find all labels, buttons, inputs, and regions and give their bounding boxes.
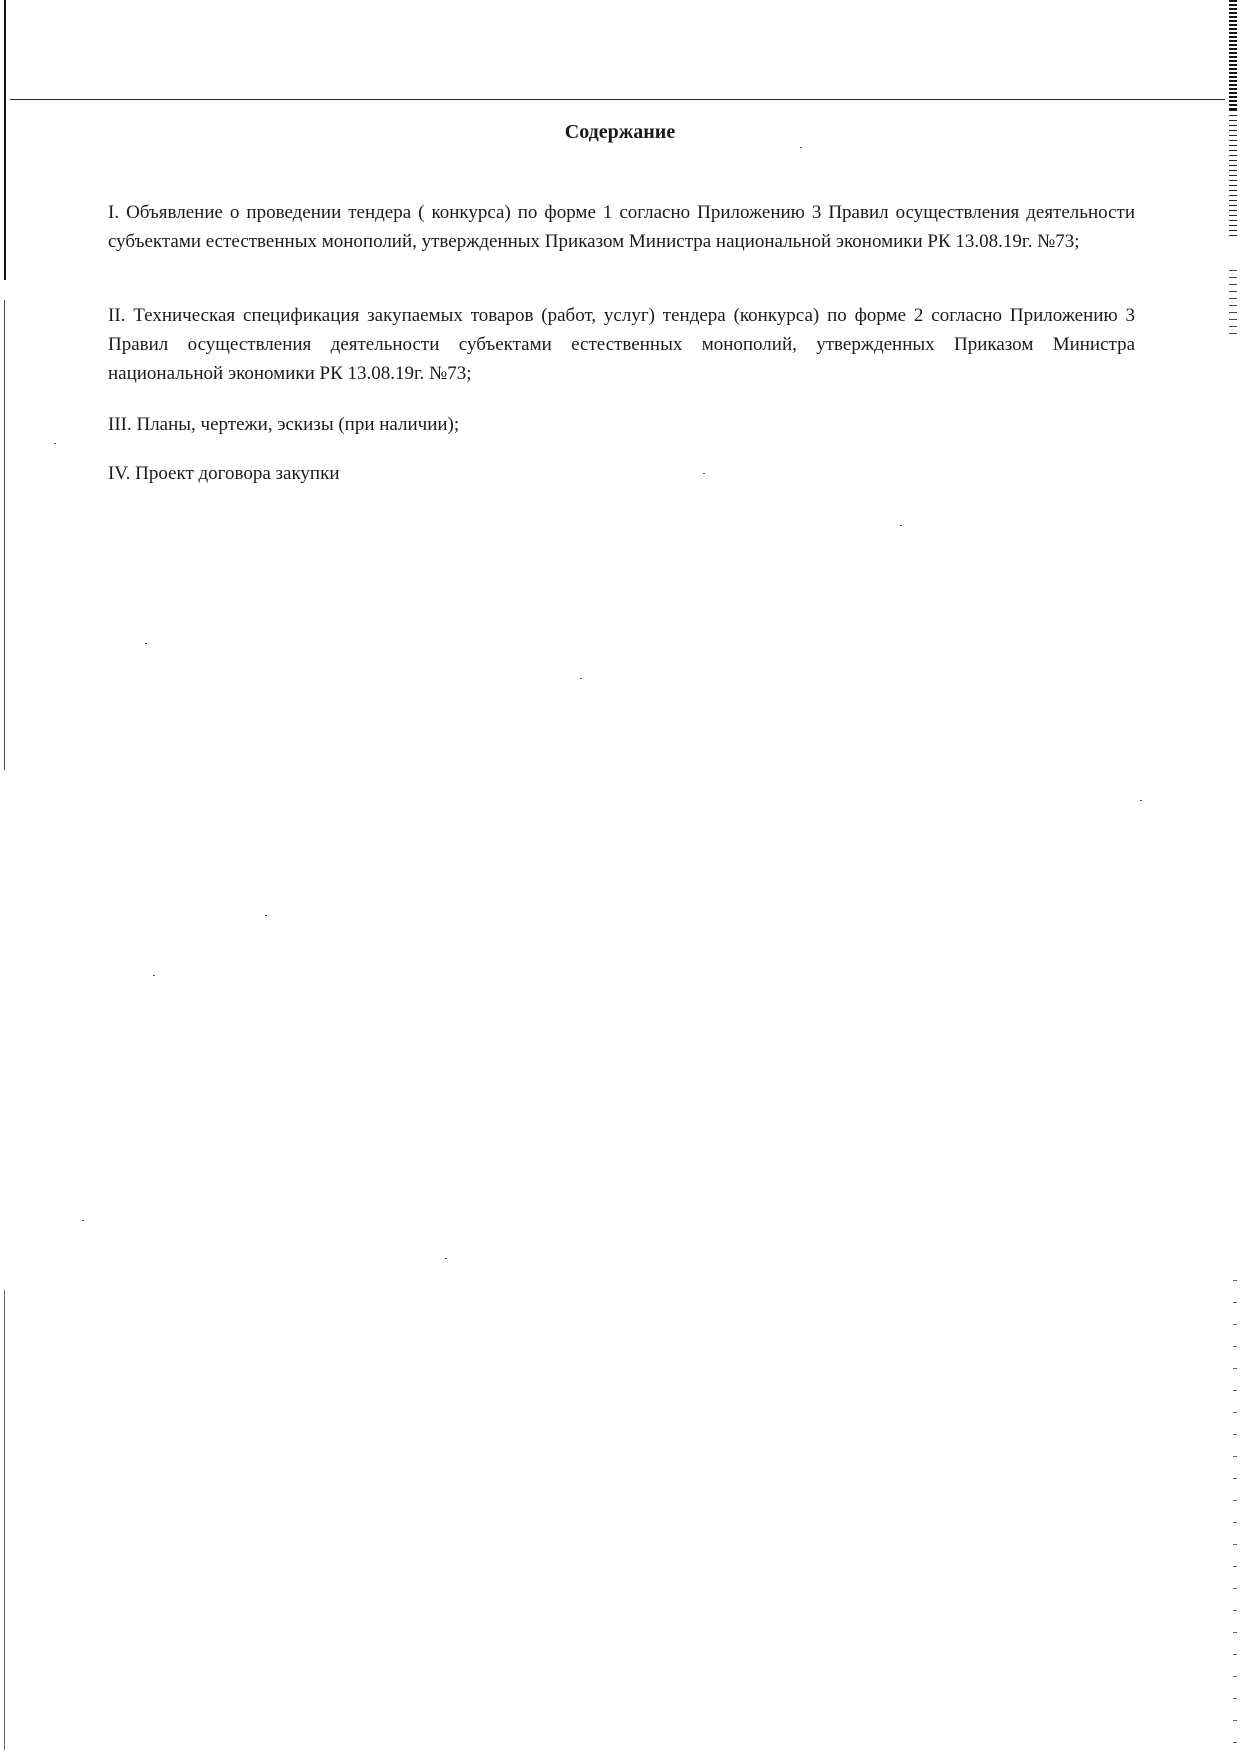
scan-speck [580, 678, 582, 679]
contents-item-2: II. Техническая спецификация закупаемых товаров (работ, услуг) тендера (конкурса) по форме 2 согласно Приложению 3 Правил осуществления деятельности субъектами естественных монополий, утвержденных Приказом Министра национальной экономики РК 13.08.19г. №73; [108, 305, 1135, 384]
scan-speck [900, 525, 902, 526]
scan-speck [145, 643, 147, 644]
contents-item-3: III. Планы, чертежи, эскизы (при наличии); [108, 414, 460, 435]
scan-speck [153, 975, 155, 976]
scan-speck [445, 1258, 447, 1259]
document-title: Содержание [564, 121, 676, 143]
scan-left-edge-bottom [4, 1290, 5, 1750]
scan-right-edge-marks-3 [1233, 1280, 1237, 1750]
scan-right-edge-marks-2 [1229, 270, 1237, 340]
scan-left-edge-middle [4, 300, 5, 770]
contents-item-4: IV. Проект договора закупки [108, 463, 340, 484]
scan-right-edge-barcode [1229, 0, 1237, 110]
scan-speck [82, 1220, 84, 1221]
contents-item-1: I. Объявление о проведении тендера ( конкурса) по форме 1 согласно Приложению 3 Правил осуществления деятельности субъектами естественных монополий, утвержденных Приказом Министра национальной экономики РК 13.08.19г. №73; [108, 202, 1135, 252]
scan-speck [1140, 800, 1142, 801]
scan-top-rule [10, 99, 1225, 100]
scan-speck [800, 147, 802, 148]
scan-speck [54, 443, 56, 444]
scan-speck [265, 915, 267, 916]
